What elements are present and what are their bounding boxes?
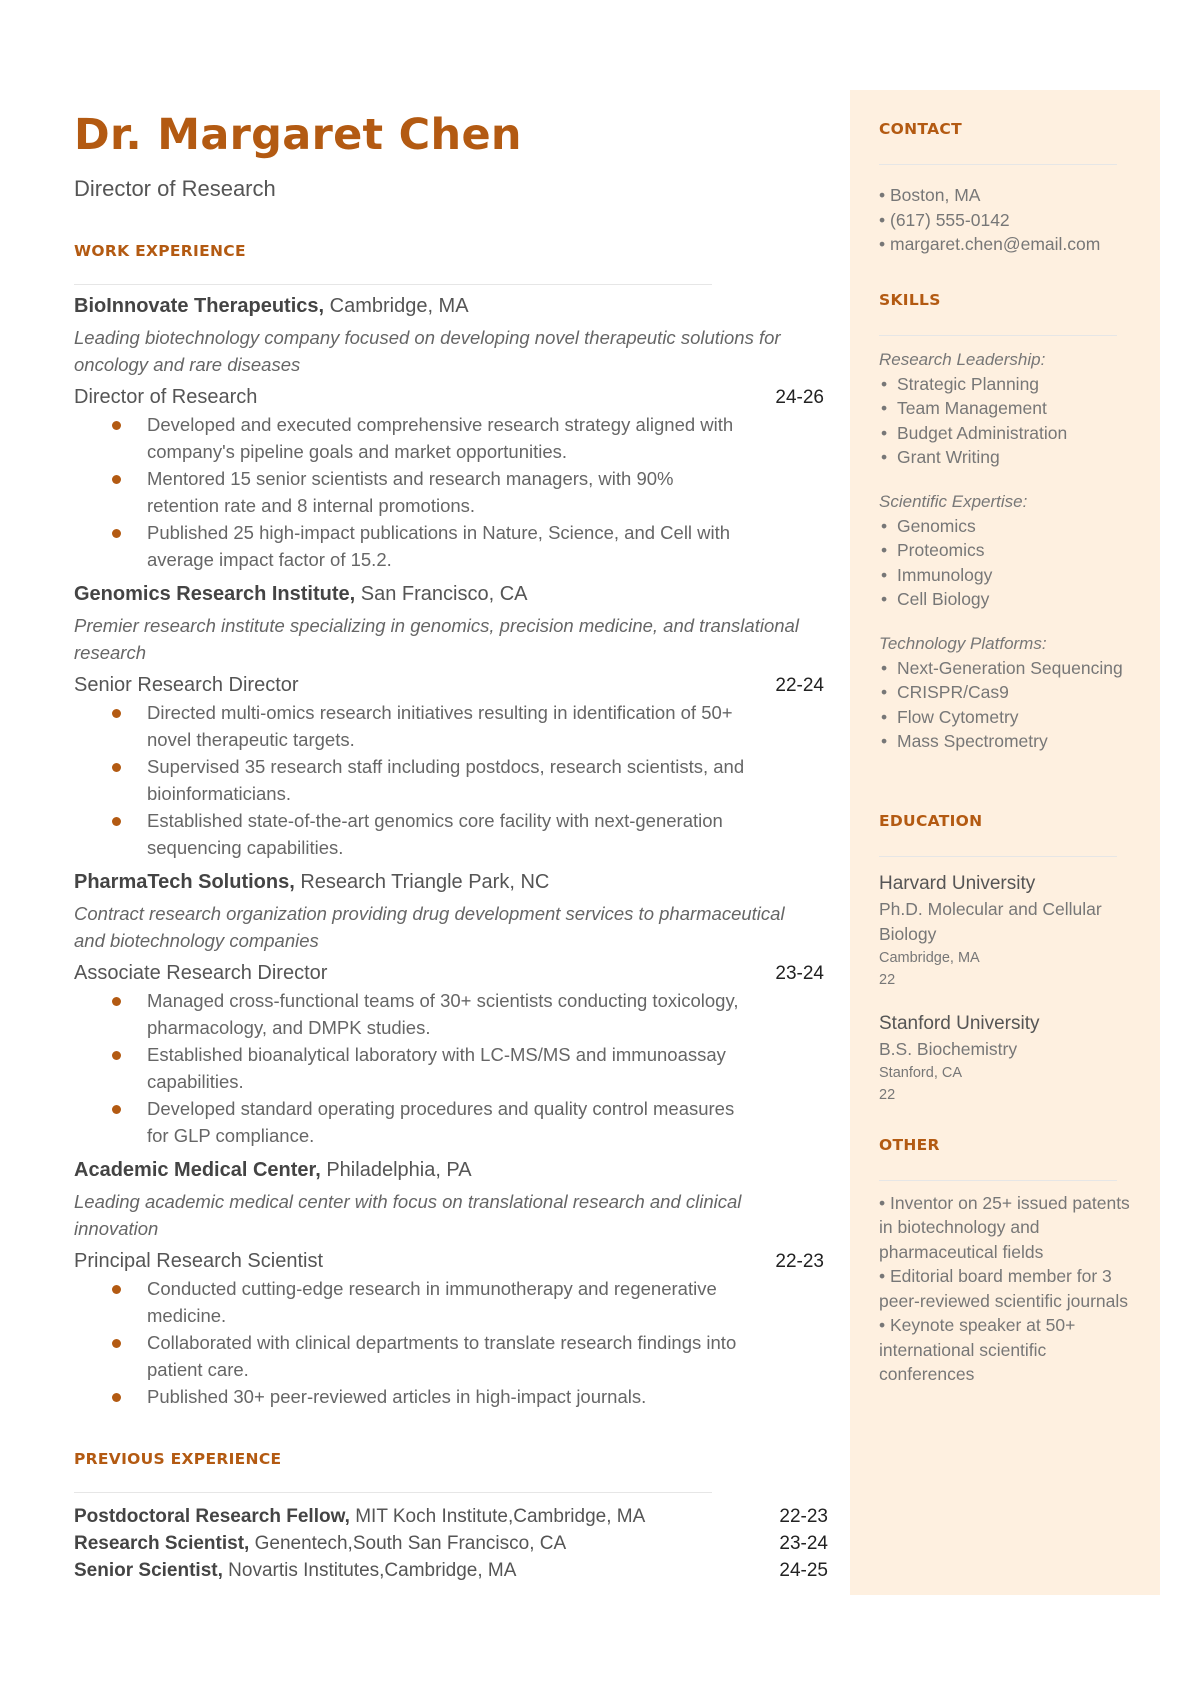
job-bullet-text: Developed standard operating procedures and quality control measures for GLP compliance. — [147, 1097, 735, 1146]
job-title: Associate Research Director — [74, 961, 328, 984]
other-item: • Inventor on 25+ issued patents in biotechnology and pharmaceutical fields — [879, 1192, 1130, 1262]
job-bullet-text: Established state-of-the-art genomics core facility with next-generation sequencing capabilities. — [147, 809, 723, 858]
previous-experience-item — [74, 1503, 828, 1530]
education-school: Harvard University — [879, 872, 1036, 894]
job-bullet — [74, 1275, 747, 1329]
skills-list — [879, 348, 1139, 754]
other-item: • Keynote speaker at 50+ international scientific conferences — [879, 1315, 1076, 1384]
education-degree: B.S. Biochemistry — [879, 1038, 1018, 1059]
job-description: Leading biotechnology company focused on developing novel therapeutic solutions for oncology and rare diseases — [74, 326, 781, 375]
education-year: 22 — [879, 1086, 896, 1103]
skill-item: • Immunology — [881, 564, 993, 585]
job-bullet — [74, 753, 747, 807]
job-bullet-text: Published 30+ peer-reviewed articles in high-impact journals. — [147, 1385, 647, 1407]
job-company-line — [74, 871, 824, 894]
work-experience-heading: WORK EXPERIENCE — [74, 241, 246, 260]
job-bullet — [74, 465, 747, 519]
previous-experience-list — [74, 1503, 828, 1584]
divider — [879, 856, 1117, 857]
previous-org: Novartis Institutes,Cambridge, MA — [228, 1559, 517, 1581]
bullet-dot-icon — [112, 997, 121, 1006]
bullet-dot-icon — [112, 763, 121, 772]
job-description: Leading academic medical center with focus on translational research and clinical innovation — [74, 1190, 742, 1239]
candidate-role: Director of Research — [74, 175, 276, 201]
job-bullet-text: Published 25 high-impact publications in Nature, Science, and Cell with average impact factor of 15.2. — [147, 521, 731, 570]
job-company: Academic Medical Center, — [74, 1158, 321, 1181]
previous-experience-item — [74, 1530, 828, 1557]
job-bullet — [74, 987, 747, 1041]
bullet-dot-icon — [112, 421, 121, 430]
job-title-row — [74, 674, 824, 697]
bullet-dot-icon — [112, 709, 121, 718]
job-title-row — [74, 386, 824, 409]
main-column — [74, 110, 828, 1584]
job-bullet-text: Managed cross-functional teams of 30+ scientists conducting toxicology, pharmacology, and DMPK studies. — [147, 989, 739, 1038]
job-description: Contract research organization providing drug development services to pharmaceutical and biotechnology companies — [74, 902, 785, 951]
bullet-dot-icon — [112, 1393, 121, 1402]
job-entry — [74, 1159, 824, 1410]
sidebar — [850, 90, 1160, 1595]
job-bullet — [74, 1041, 747, 1095]
previous-experience-item — [74, 1557, 828, 1584]
divider — [74, 284, 712, 285]
bullet-dot-icon — [112, 817, 121, 826]
job-bullet-text: Developed and executed comprehensive research strategy aligned with company's pipeline goals and market opportunities. — [147, 413, 734, 462]
job-title: Principal Research Scientist — [74, 1249, 323, 1272]
job-entry — [74, 583, 824, 861]
job-bullet-text: Collaborated with clinical departments to translate research findings into patient care. — [147, 1331, 737, 1380]
job-bullet-text: Supervised 35 research staff including postdocs, research scientists, and bioinformaticians. — [147, 755, 745, 804]
job-bullet-text: Mentored 15 senior scientists and research managers, with 90% retention rate and 8 internal promotions. — [147, 467, 674, 516]
education-item — [879, 871, 1139, 991]
job-company: PharmaTech Solutions, — [74, 870, 295, 893]
other-heading: OTHER — [879, 1135, 940, 1154]
divider — [879, 335, 1117, 336]
skill-item: • CRISPR/Cas9 — [881, 682, 1009, 702]
job-bullet — [74, 411, 747, 465]
education-location: Cambridge, MA — [879, 949, 980, 966]
divider — [74, 1492, 712, 1493]
previous-role: Senior Scientist, — [74, 1559, 223, 1581]
previous-role: Research Scientist, — [74, 1532, 250, 1554]
job-title: Director of Research — [74, 385, 258, 408]
education-year: 22 — [879, 971, 896, 988]
previous-date: 24-25 — [779, 1559, 828, 1581]
job-company: BioInnovate Therapeutics, — [74, 294, 325, 317]
job-bullets — [74, 987, 824, 1149]
bullet-dot-icon — [112, 1051, 121, 1060]
job-bullet-text: Directed multi-omics research initiatives resulting in identification of 50+ novel therapeutic targets. — [147, 701, 733, 750]
job-company-line — [74, 295, 824, 318]
contact-heading: CONTACT — [879, 120, 962, 138]
other-list — [879, 1191, 1139, 1387]
education-heading: EDUCATION — [879, 811, 983, 830]
job-title: Senior Research Director — [74, 673, 299, 696]
education-list — [879, 871, 1139, 1106]
bullet-dot-icon — [112, 529, 121, 538]
education-degree: Ph.D. Molecular and Cellular Biology — [879, 898, 1102, 944]
job-bullet — [74, 1095, 747, 1149]
bullet-dot-icon — [112, 1339, 121, 1348]
skill-item: • Budget Administration — [881, 422, 1068, 443]
job-location: Research Triangle Park, NC — [300, 870, 550, 893]
job-date: 24-26 — [775, 386, 824, 408]
bullet-dot-icon — [112, 1285, 121, 1294]
job-title-row — [74, 962, 824, 985]
job-date: 22-24 — [775, 674, 824, 696]
skills-heading: SKILLS — [879, 290, 941, 309]
contact-location: • Boston, MA — [879, 185, 981, 205]
previous-experience-heading: PREVIOUS EXPERIENCE — [74, 1449, 282, 1468]
previous-org: Genentech,South San Francisco, CA — [254, 1532, 567, 1554]
job-bullets — [74, 1275, 824, 1410]
job-bullet — [74, 519, 747, 573]
contact-email: • margaret.chen@email.com — [879, 234, 1101, 254]
education-item — [879, 1011, 1139, 1106]
previous-date: 23-24 — [779, 1532, 828, 1554]
job-entry — [74, 871, 824, 1149]
job-bullet — [74, 1383, 747, 1410]
previous-role: Postdoctoral Research Fellow, — [74, 1505, 350, 1527]
job-bullets — [74, 699, 824, 861]
skill-item: • Flow Cytometry — [881, 706, 1019, 727]
education-school: Stanford University — [879, 1012, 1040, 1034]
candidate-name: Dr. Margaret Chen — [74, 110, 522, 160]
job-list — [74, 295, 824, 1410]
job-bullets — [74, 411, 824, 573]
skill-category: Research Leadership: — [879, 349, 1046, 369]
previous-date: 22-23 — [779, 1505, 828, 1527]
other-item: • Editorial board member for 3 peer-reviewed scientific journals — [879, 1266, 1128, 1311]
bullet-dot-icon — [112, 1105, 121, 1114]
job-title-row — [74, 1250, 824, 1273]
job-bullet-text: Established bioanalytical laboratory with LC-MS/MS and immunoassay capabilities. — [147, 1043, 726, 1092]
job-date: 22-23 — [775, 1250, 824, 1272]
education-location: Stanford, CA — [879, 1064, 963, 1081]
job-company-line — [74, 583, 824, 606]
skill-category: Technology Platforms: — [879, 633, 1047, 653]
job-company-line — [74, 1159, 824, 1182]
skill-item: • Proteomics — [881, 540, 985, 560]
contact-list — [879, 183, 1139, 257]
job-bullet — [74, 699, 747, 753]
skill-item: • Genomics — [881, 515, 976, 536]
job-entry — [74, 295, 824, 573]
job-location: Philadelphia, PA — [326, 1158, 472, 1181]
job-bullet — [74, 807, 747, 861]
job-location: Cambridge, MA — [329, 294, 469, 317]
skill-item: • Strategic Planning — [881, 373, 1040, 394]
skill-item: • Grant Writing — [881, 447, 1000, 467]
skill-item: • Cell Biology — [881, 589, 990, 609]
job-company: Genomics Research Institute, — [74, 582, 356, 605]
divider — [879, 164, 1117, 165]
job-bullet — [74, 1329, 747, 1383]
job-date: 23-24 — [775, 962, 824, 984]
skill-item: • Next-Generation Sequencing — [881, 657, 1123, 678]
skill-item: • Mass Spectrometry — [881, 731, 1048, 751]
skill-item: • Team Management — [881, 398, 1047, 418]
contact-phone: • (617) 555-0142 — [879, 209, 1010, 230]
previous-org: MIT Koch Institute,Cambridge, MA — [355, 1505, 646, 1527]
sidebar-content — [879, 120, 1139, 1387]
divider — [879, 1180, 1117, 1181]
skill-category: Scientific Expertise: — [879, 491, 1028, 511]
job-location: San Francisco, CA — [360, 582, 528, 605]
job-bullet-text: Conducted cutting-edge research in immunotherapy and regenerative medicine. — [147, 1277, 717, 1326]
bullet-dot-icon — [112, 475, 121, 484]
job-description: Premier research institute specializing in genomics, precision medicine, and translational research — [74, 614, 799, 663]
